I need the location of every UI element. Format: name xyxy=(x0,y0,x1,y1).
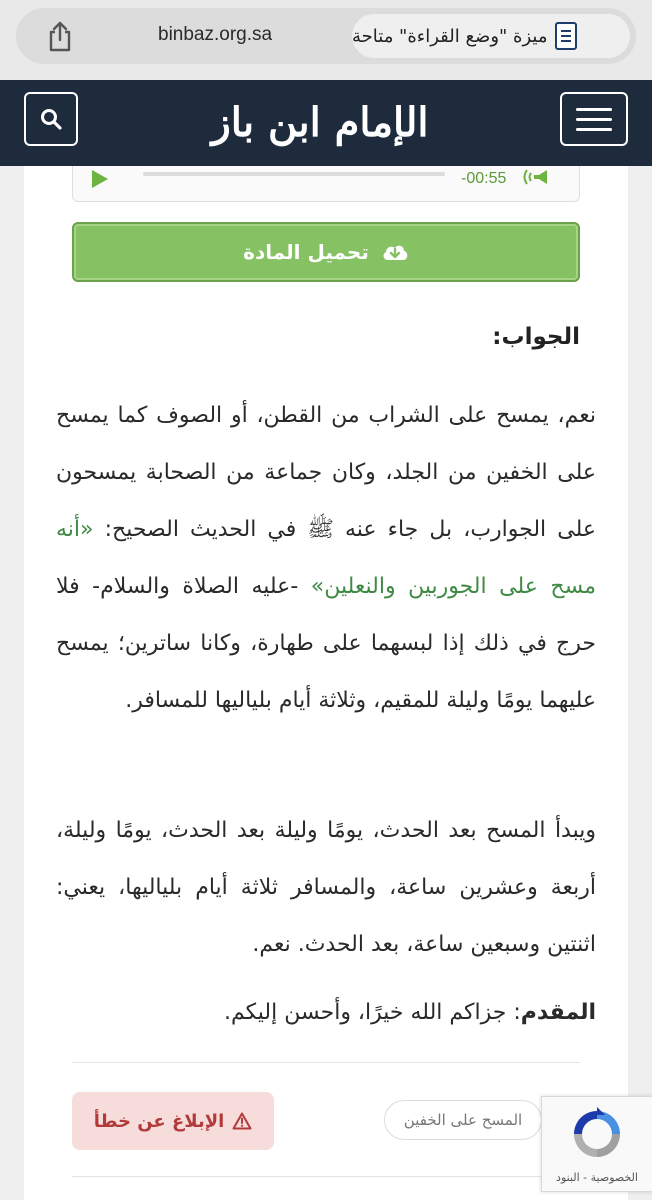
hadith-quote: «أنه مسح على الجوربين والنعلين» xyxy=(56,517,596,599)
download-label: تحميل المادة xyxy=(243,240,369,264)
audio-progress[interactable] xyxy=(143,172,445,176)
presenter-paragraph xyxy=(56,984,596,1041)
reader-mode-notice[interactable] xyxy=(352,14,630,58)
reader-mode-icon xyxy=(555,22,577,50)
recaptcha-icon xyxy=(568,1105,626,1163)
hamburger-menu-icon xyxy=(576,108,612,111)
answer-text-before: نعم، يمسح على الشراب من القطن، أو الصوف كما يمسح على الخفين من الجلد، وكان جماعة من الصحابة يمسحون على الجوارب، بل جاء عنه ﷺ في الحديث الصحيح: xyxy=(56,403,596,542)
url-text[interactable]: binbaz.org.sa xyxy=(158,24,273,45)
search-button[interactable] xyxy=(24,92,78,146)
divider xyxy=(72,1062,580,1063)
topic-tag[interactable]: المسح على الخفين xyxy=(384,1100,542,1140)
menu-button[interactable] xyxy=(560,92,628,146)
answer-text-after: -عليه الصلاة والسلام- فلا حرج في ذلك إذا لبسهما على طهارة، وكانا ساترين؛ يمسح عليهما يومًا وليلة للمقيم، وثلاثة أيام بلياليها للمسافر. xyxy=(56,574,596,713)
cloud-download-icon xyxy=(381,241,409,263)
play-icon[interactable] xyxy=(89,168,111,190)
audio-time: -00:55 xyxy=(461,170,507,187)
report-error-label: الإبلاغ عن خطأ xyxy=(93,1110,225,1132)
warning-icon xyxy=(232,1112,252,1130)
answer-heading: الجواب: xyxy=(492,324,580,350)
recaptcha-badge[interactable] xyxy=(541,1096,652,1192)
download-button[interactable] xyxy=(72,222,580,282)
site-header xyxy=(0,80,652,166)
share-icon xyxy=(46,20,74,52)
share-button[interactable] xyxy=(38,14,82,58)
search-icon xyxy=(40,108,62,130)
answer-paragraph-1 xyxy=(56,387,596,729)
answer-paragraph-2: ويبدأ المسح بعد الحدث، يومًا وليلة بعد الحدث، يومًا وليلة، أربعة وعشرين ساعة، والمسافر ثلاثة أيام بلياليها، يعني: اثنتين وسبعين ساعة، بعد الحدث. نعم. xyxy=(56,818,596,957)
presenter-label: المقدم xyxy=(520,1000,596,1025)
reader-mode-label: ميزة "وضع القراءة" متاحة xyxy=(352,25,548,47)
bottom-divider xyxy=(72,1176,580,1177)
content-card xyxy=(24,166,628,1200)
recaptcha-links[interactable]: الخصوصية - البنود xyxy=(556,1171,638,1184)
audio-player xyxy=(72,166,580,202)
report-error-button[interactable] xyxy=(72,1092,274,1150)
logo-text: الإمام ابن باز xyxy=(211,98,429,146)
address-bar[interactable] xyxy=(16,8,636,64)
site-logo[interactable] xyxy=(211,90,429,154)
presenter-text: : جزاكم الله خيرًا، وأحسن إليكم. xyxy=(224,1000,521,1025)
volume-icon[interactable] xyxy=(523,166,551,188)
browser-toolbar xyxy=(0,0,652,80)
